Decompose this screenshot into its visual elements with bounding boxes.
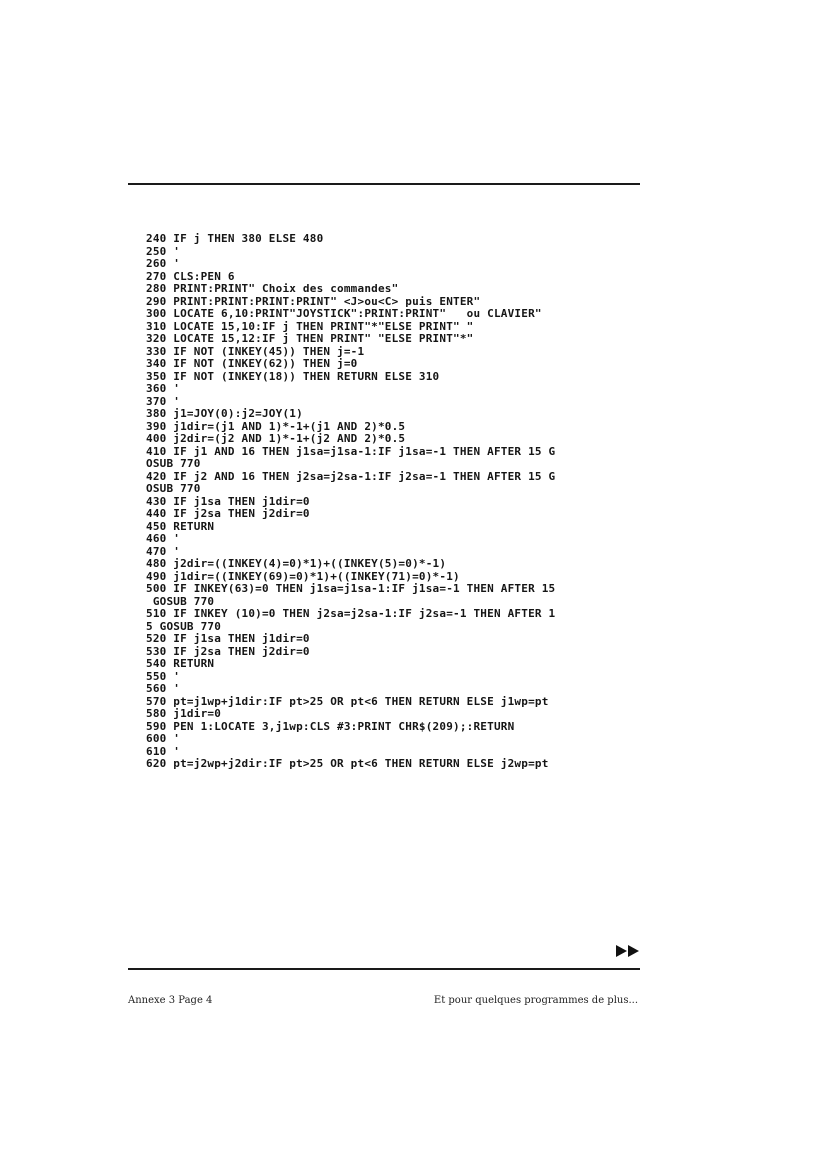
footer-section-title: Et pour quelques programmes de plus...	[433, 995, 638, 1006]
code-line: 440 IF j2sa THEN j2dir=0	[146, 507, 310, 520]
double-arrow-right-icon	[616, 944, 640, 958]
code-line: OSUB 770	[146, 457, 201, 470]
code-line: 400 j2dir=(j2 AND 1)*-1+(j2 AND 2)*0.5	[146, 432, 406, 445]
code-line: 5 GOSUB 770	[146, 619, 222, 633]
code-line: 450 RETURN	[146, 519, 215, 533]
code-line: 280 PRINT:PRINT" Choix des commandes"	[146, 282, 399, 295]
code-line: 530 IF j2sa THEN j2dir=0	[146, 644, 310, 658]
code-line: 510 IF INKEY (10)=0 THEN j2sa=j2sa-1:IF j2sa=-1 THEN AFTER 1	[146, 607, 556, 620]
code-line: 610 '	[146, 744, 181, 758]
code-line: 360 '	[146, 382, 181, 395]
code-line: 570 pt=j1wp+j1dir:IF pt>25 OR pt<6 THEN RETURN ELSE j1wp=pt	[146, 694, 549, 708]
code-line: 490 j1dir=((INKEY(69)=0)*1)+((INKEY(71)=0)*-1)	[146, 569, 460, 583]
code-line: 500 IF INKEY(63)=0 THEN j1sa=j1sa-1:IF j1sa=-1 THEN AFTER 15	[146, 582, 556, 595]
code-line: 550 '	[146, 669, 181, 683]
code-line: 590 PEN 1:LOCATE 3,j1wp:CLS #3:PRINT CHR$(209);:RETURN	[146, 719, 515, 733]
code-line: 310 LOCATE 15,10:IF j THEN PRINT"*"ELSE PRINT" "	[146, 319, 474, 333]
code-line: 350 IF NOT (INKEY(18)) THEN RETURN ELSE 310	[146, 369, 440, 383]
code-line: 410 IF j1 AND 16 THEN j1sa=j1sa-1:IF j1sa=-1 THEN AFTER 15 G	[146, 444, 556, 458]
code-line: GOSUB 770	[146, 594, 215, 608]
code-line: 340 IF NOT (INKEY(62)) THEN j=0	[146, 357, 358, 370]
code-line: 390 j1dir=(j1 AND 1)*-1+(j1 AND 2)*0.5	[146, 419, 406, 433]
code-line: 320 LOCATE 15,12:IF j THEN PRINT" "ELSE PRINT"*"	[146, 332, 474, 345]
code-line: 560 '	[146, 682, 181, 695]
code-line: 600 '	[146, 732, 181, 745]
code-line: 330 IF NOT (INKEY(45)) THEN j=-1	[146, 344, 365, 358]
bottom-rule	[128, 968, 640, 970]
code-line: 370 '	[146, 394, 181, 408]
footer-page-label: Annexe 3 Page 4	[128, 995, 213, 1006]
code-line: 420 IF j2 AND 16 THEN j2sa=j2sa-1:IF j2sa=-1 THEN AFTER 15 G	[146, 469, 556, 483]
code-line: 260 '	[146, 257, 181, 270]
code-line: 290 PRINT:PRINT:PRINT:PRINT" <J>ou<C> puis ENTER"	[146, 294, 481, 308]
code-line: OSUB 770	[146, 482, 201, 495]
code-line: 540 RETURN	[146, 657, 215, 670]
code-line: 580 j1dir=0	[146, 707, 222, 720]
code-line: 470 '	[146, 544, 181, 558]
code-line: 270 CLS:PEN 6	[146, 269, 235, 283]
code-line: 250 '	[146, 244, 181, 258]
top-rule	[128, 183, 640, 185]
code-line: 430 IF j1sa THEN j1dir=0	[146, 494, 310, 508]
basic-listing	[146, 233, 646, 771]
code-line: 240 IF j THEN 380 ELSE 480	[146, 232, 324, 245]
code-line: 460 '	[146, 532, 181, 545]
code-line: 620 pt=j2wp+j2dir:IF pt>25 OR pt<6 THEN RETURN ELSE j2wp=pt	[146, 757, 549, 770]
code-line: 300 LOCATE 6,10:PRINT"JOYSTICK":PRINT:PRINT" ou CLAVIER"	[146, 307, 542, 320]
code-line: 480 j2dir=((INKEY(4)=0)*1)+((INKEY(5)=0)*-1)	[146, 557, 447, 570]
code-line: 380 j1=JOY(0):j2=JOY(1)	[146, 407, 303, 420]
code-line: 520 IF j1sa THEN j1dir=0	[146, 632, 310, 645]
